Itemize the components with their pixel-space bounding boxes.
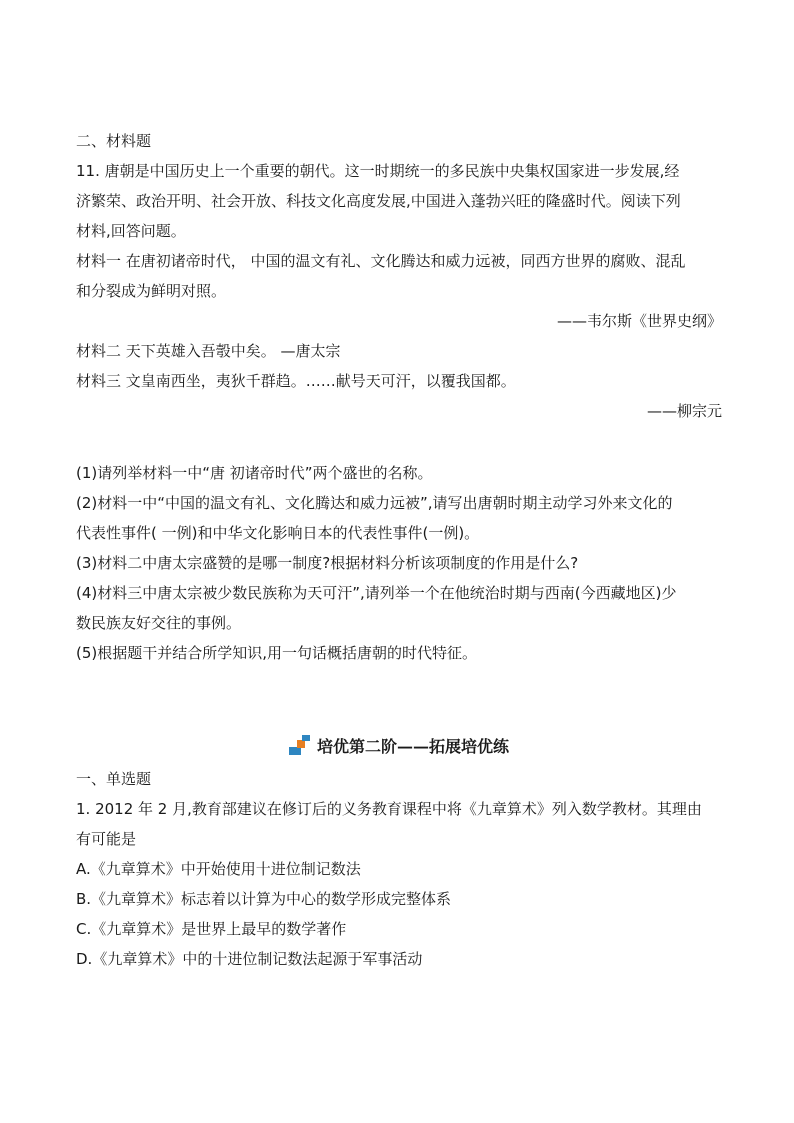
- document-page: [76, 126, 722, 974]
- section-heading-material: 二、材料题: [76, 132, 152, 150]
- spacer: [76, 426, 722, 458]
- option-b: B.《九章算术》标志着以计算为中心的数学形成完整体系: [76, 890, 452, 908]
- option-d: D.《九章算术》中的十进位制记数法起源于军事活动: [76, 950, 423, 968]
- sub-question-4: (4)材料三中唐太宗被少数民族称为天可汗”,请列举一个在他统治时期与西南(今西藏地区)少: [76, 584, 677, 602]
- sub-question-3: (3)材料二中唐太宗盛赞的是哪一制度?根据材料分析该项制度的作用是什么?: [76, 554, 579, 572]
- material-2-text: 材料二 天下英雄入吾彀中矣。 —唐太宗: [76, 342, 341, 360]
- material-1-text: 材料一 在唐初诸帝时代， 中国的温文有礼、文化腾达和威力远被，同西方世界的腐败、混乱: [76, 252, 686, 270]
- question-11-stem-line: 材料,回答问题。: [76, 222, 186, 240]
- question-1-stem-line: 有可能是: [76, 830, 137, 848]
- sub-question-5: (5)根据题干并结合所学知识,用一句话概括唐朝的时代特征。: [76, 644, 478, 662]
- material-1-text: 和分裂成为鲜明对照。: [76, 282, 227, 300]
- stacked-blocks-icon: [289, 735, 311, 757]
- sub-question-2: 代表性事件( 一例)和中华文化影响日本的代表性事件(一例)。: [76, 524, 480, 542]
- sub-question-4: 数民族友好交往的事例。: [76, 614, 242, 632]
- question-1-stem-line: 1. 2012 年 2 月,教育部建议在修订后的义务教育课程中将《九章算术》列入数学教材。其理由: [76, 800, 702, 818]
- sub-question-1: (1)请列举材料一中“唐 初诸帝时代”两个盛世的名称。: [76, 464, 433, 482]
- option-a: A.《九章算术》中开始使用十进位制记数法: [76, 860, 361, 878]
- section-title: 培优第二阶——拓展培优练: [316, 737, 509, 756]
- question-11-stem-line: 济繁荣、政治开明、社会开放、科技文化高度发展,中国进入蓬勃兴旺的隆盛时代。阅读下列: [76, 192, 681, 210]
- material-1-source: ——韦尔斯《世界史纲》: [556, 312, 722, 330]
- material-3-text: 材料三 文皇南西坐，夷狄千群趋。……献号天可汗，以覆我国都。: [76, 372, 516, 390]
- spacer: [76, 668, 722, 730]
- sub-question-2: (2)材料一中“中国的温文有礼、文化腾达和威力远被”,请写出唐朝时期主动学习外来文化的: [76, 494, 673, 512]
- option-c: C.《九章算术》是世界上最早的数学著作: [76, 920, 347, 938]
- section-banner: [76, 730, 722, 764]
- material-3-source: ——柳宗元: [646, 402, 722, 420]
- question-11-stem-line: 11. 唐朝是中国历史上一个重要的朝代。这一时期统一的多民族中央集权国家进一步发展,经: [76, 162, 680, 180]
- section-heading-single-choice: 一、单选题: [76, 770, 152, 788]
